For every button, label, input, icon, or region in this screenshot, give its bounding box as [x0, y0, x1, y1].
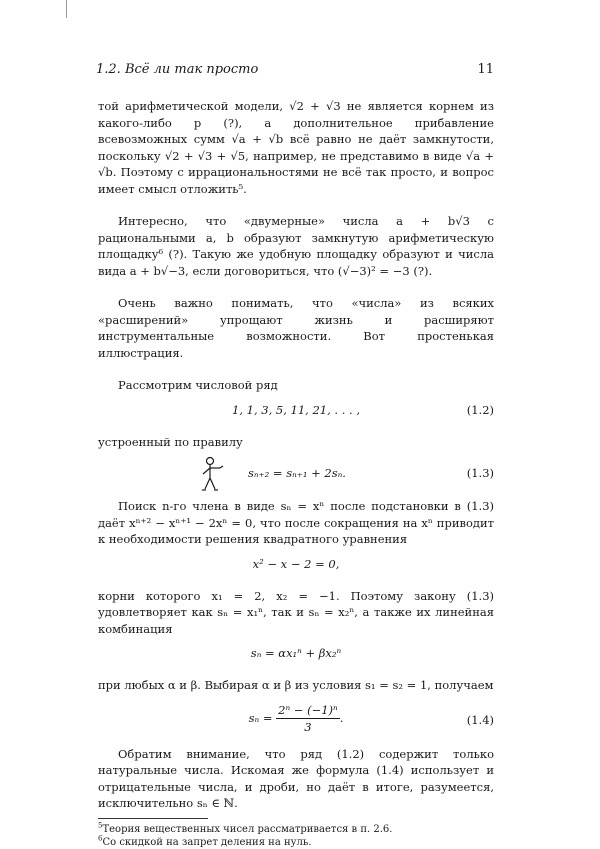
equation-1-4-numerator: 2ⁿ − (−1)ⁿ: [276, 702, 340, 720]
equation-1-3: [98, 456, 494, 492]
equation-1-4-denominator: 3: [304, 720, 312, 734]
equation-1-2: [98, 402, 494, 426]
paragraph-search-nth-term: Поиск n-го члена в виде sₙ = xⁿ после подстановки в (1.3) даёт xⁿ⁺² − xⁿ⁺¹ − 2xⁿ = 0, что после сокращения на xⁿ приводит к необходимости решения квадратного уравнения: [98, 499, 494, 546]
equation-1-4-tail: .: [339, 710, 344, 725]
paragraph-rule-intro: устроенный по правилу: [98, 434, 243, 449]
paragraph-consider-series: Рассмотрим числовой ряд: [118, 378, 278, 392]
equation-quadratic: [98, 556, 494, 580]
footnote-5: [98, 823, 494, 836]
paragraph-roots: корни которого x₁ = 2, x₂ = −1. Поэтому закону (1.3) удовлетворяет как sₙ = x₁ⁿ, так и sₙ = x₂ⁿ, а также их линейная комбинация: [98, 588, 494, 636]
equation-1-3-body: sₙ₊₂ = sₙ₊₁ + 2sₙ.: [248, 466, 346, 480]
footnote-6: [98, 836, 494, 849]
equation-1-4-fraction: [276, 702, 340, 736]
footnote-6-mark: 6: [98, 834, 103, 843]
equation-1-3-label: (1.3): [466, 466, 494, 480]
equation-1-4-label: (1.4): [466, 712, 494, 727]
page-edge-line: [66, 0, 67, 18]
paragraph-extensions: Очень важно понимать, что «числа» из всяких «расширений» упрощают жизнь и расширяют инструментальные возможности. Вот простенькая иллюстрация.: [98, 296, 494, 360]
equation-linear-combination: [98, 645, 494, 669]
page-body: [98, 98, 494, 849]
paragraph-continuation: той арифметической модели, √2 + √3 не является корнем из какого-либо p (?), а дополнительное прибавление всевозможных сумм √a + √b всё равно не даёт замкнутости, поскольку √2 + √3 + √5, например, не представимо в виде √a + √b. Поэтому с иррациональностями не всё так просто, и вопрос имеет смысл отложить⁵.: [98, 99, 494, 196]
section-title: 1.2. Всё ли так просто: [96, 62, 259, 77]
paragraph-final: Обратим внимание, что ряд (1.2) содержит только натуральные числа. Искомая же формула (1.4) использует и отрицательные числа, и дроби, но даёт в итоге, разумеется, исключительно sₙ ∈ ℕ.: [98, 746, 494, 810]
paragraph-two-dimensional-numbers: Интересно, что «двумерные» числа a + b√3 с рациональными a, b образуют замкнутую арифметическую площадку⁶ (?). Такую же удобную площадку образуют и числа вида a + b√−3, если договориться, что (√−3)² = −3 (?).: [98, 214, 494, 278]
paragraph-alpha-beta: при любых α и β. Выбирая α и β из условия s₁ = s₂ = 1, получаем: [98, 678, 494, 692]
footnote-5-mark: 5: [98, 821, 103, 830]
equation-linear-combination-body: sₙ = αx₁ⁿ + βx₂ⁿ: [250, 646, 342, 660]
footnote-6-text: Со скидкой на запрет деления на нуль.: [102, 836, 312, 848]
footnote-5-text: Теория вещественных чисел рассматривается в п. 2.6.: [102, 823, 393, 835]
running-header: [96, 62, 494, 80]
equation-1-2-label: (1.2): [466, 402, 494, 417]
stick-figure-icon: [198, 456, 226, 492]
footnote-divider: [98, 818, 208, 819]
equation-1-2-body: 1, 1, 3, 5, 11, 21, . . . ,: [232, 402, 360, 417]
page-number: 11: [477, 62, 494, 77]
equation-quadratic-body: x² − x − 2 = 0,: [252, 556, 340, 571]
equation-1-4: [98, 702, 494, 738]
equation-1-4-lhs: sₙ =: [248, 710, 273, 725]
